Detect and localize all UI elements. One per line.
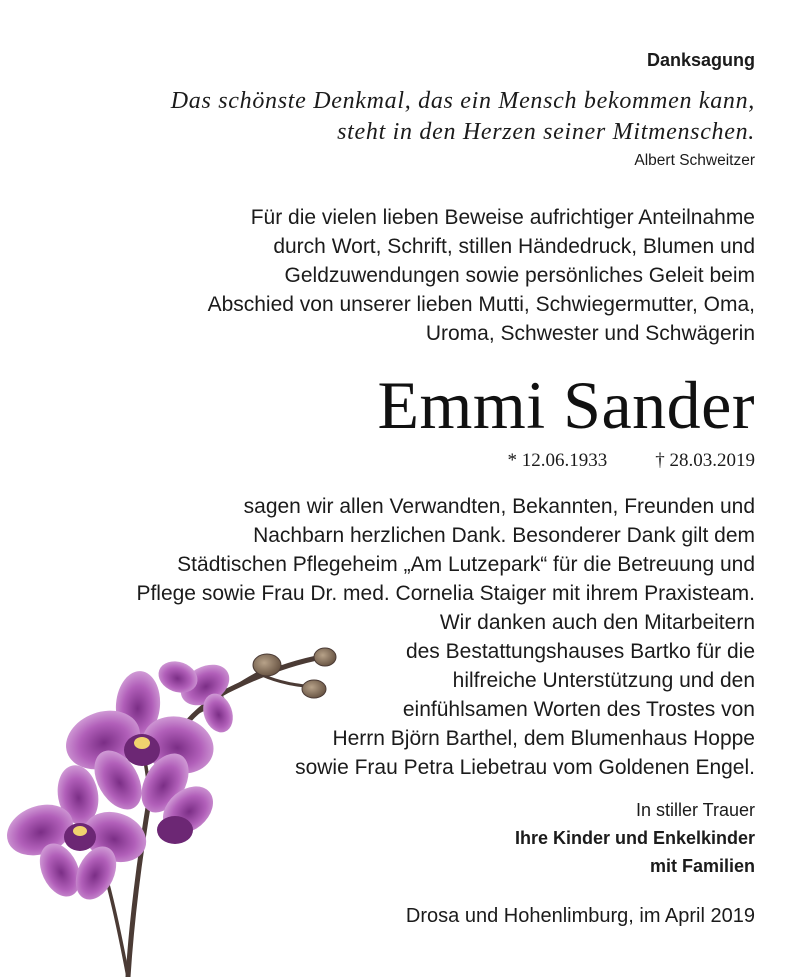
- quote-line: Das schönste Denkmal, das ein Mensch bekommen kann,: [170, 88, 755, 114]
- intro-line: Geldzuwendungen sowie persönliches Geleit beim: [284, 264, 755, 287]
- intro-line: Für die vielen lieben Beweise aufrichtiger Anteilnahme: [250, 206, 755, 229]
- thanks-line: Wir danken auch den Mitarbeitern: [439, 611, 755, 634]
- death-date: † 28.03.2019: [655, 450, 755, 471]
- quote-line: steht in den Herzen seiner Mitmenschen.: [337, 119, 755, 145]
- orchid-image: [0, 615, 350, 977]
- thanks-line: Städtischen Pflegeheim „Am Lutzepark“ für die Betreuung und: [177, 553, 755, 576]
- signature-family: Ihre Kinder und Enkelkinder: [514, 828, 755, 848]
- signature-family: mit Familien: [649, 856, 755, 876]
- deceased-name: Emmi Sander: [377, 367, 755, 443]
- quote-author: Albert Schweitzer: [634, 152, 755, 169]
- intro-line: durch Wort, Schrift, stillen Händedruck, Blumen und: [273, 235, 755, 258]
- thanks-line: sagen wir allen Verwandten, Bekannten, Freunden und: [243, 495, 755, 518]
- heading: Danksagung: [646, 50, 755, 70]
- thanks-line: des Bestattungshauses Bartko für die: [405, 640, 755, 663]
- intro-line: Abschied von unserer lieben Mutti, Schwiegermutter, Oma,: [207, 293, 755, 316]
- thanks-line: sowie Frau Petra Liebetrau vom Goldenen Engel.: [295, 756, 755, 779]
- thanks-line: Herrn Björn Barthel, dem Blumenhaus Hoppe: [332, 727, 755, 750]
- birth-date: * 12.06.1933: [507, 450, 608, 471]
- thanks-line: hilfreiche Unterstützung und den: [452, 669, 755, 692]
- life-dates: [508, 450, 756, 472]
- thanks-line: Pflege sowie Frau Dr. med. Cornelia Staiger mit ihrem Praxisteam.: [136, 582, 755, 605]
- intro-line: Uroma, Schwester und Schwägerin: [425, 322, 755, 345]
- thanks-line: einfühlsamen Worten des Trostes von: [402, 698, 755, 721]
- thanks-line: Nachbarn herzlichen Dank. Besonderer Dank gilt dem: [253, 524, 755, 547]
- place-date: Drosa und Hohenlimburg, im April 2019: [405, 905, 755, 927]
- signature-line: In stiller Trauer: [635, 800, 755, 820]
